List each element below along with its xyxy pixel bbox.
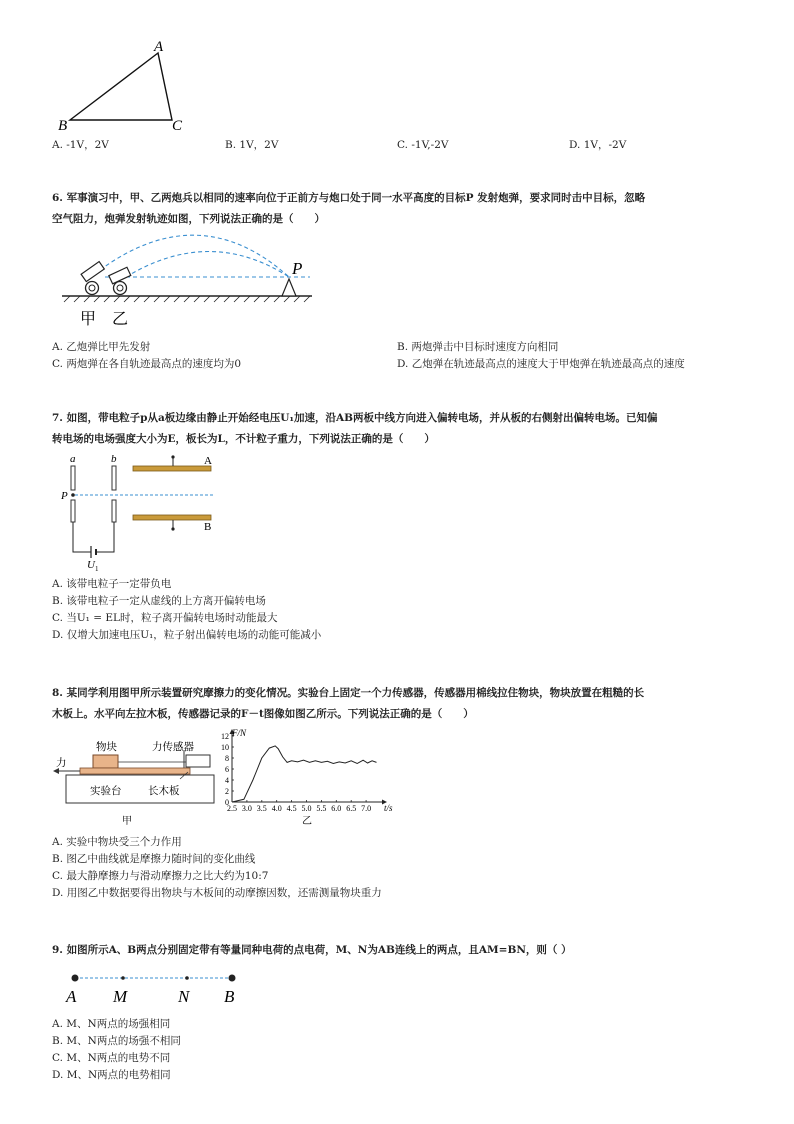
force-sensor <box>186 755 210 767</box>
chart-y-tick-label: 2 <box>225 787 229 796</box>
plate-lower-B <box>133 515 211 520</box>
chart-caption: 乙 <box>302 816 312 827</box>
point-m <box>121 976 125 980</box>
q8-stem-line1: 8. 某同学利用图甲所示装置研究摩擦力的变化情况。实验台上固定一个力传感器，传感器用棉线拉住物块，物块放置在粗糙的长 <box>52 687 645 699</box>
triangle-figure <box>50 38 190 138</box>
q8-stem-line2: 木板上。水平向左拉木板，传感器记录的F－t图像如图乙所示。下列说法正确的是（ ） <box>52 708 474 720</box>
plate-a <box>71 466 75 490</box>
plate-b <box>112 466 116 490</box>
q6-option-a[interactable]: A. 乙炮弹比甲先发射 <box>52 341 151 353</box>
chart-x-tick-label: 2.5 <box>227 804 237 813</box>
q9-option-d[interactable]: D. M、N两点的电势相同 <box>52 1069 171 1081</box>
q7-stem-line1: 7. 如图，带电粒子p从a板边缘由静止开始经电压U₁加速，沿AB两板中线方向进入偏转电场，并从板的右侧射出偏转电场。已知偏 <box>52 412 658 424</box>
q7-options <box>52 576 321 644</box>
point-n-label: N <box>178 987 190 1006</box>
q8-option-c[interactable]: C. 最大静摩擦力与滑动摩擦力之比大约为10:7 <box>52 870 269 882</box>
q8-option-d[interactable]: D. 用图乙中数据要得出物块与木板间的动摩擦因数，还需测量物块重力 <box>52 887 382 899</box>
board-label: 长木板 <box>148 785 180 797</box>
plate-lower-B-label: B <box>204 521 212 533</box>
q9-stem <box>52 940 752 961</box>
target-stand <box>282 279 296 296</box>
q6-option-b[interactable]: B. 两炮弹击中目标时速度方向相同 <box>397 341 559 353</box>
q9-option-b[interactable]: B. M、N两点的场强不相同 <box>52 1035 181 1047</box>
q7-option-d[interactable]: D. 仅增大加速电压U₁，粒子射出偏转电场的动能可能减小 <box>52 629 322 641</box>
point-b-label: B <box>224 987 235 1006</box>
trajectory-low <box>126 252 289 278</box>
q7-option-b[interactable]: B. 该带电粒子一定从虚线的上方离开偏转电场 <box>52 595 266 607</box>
triangle-abc <box>70 53 172 120</box>
block <box>93 755 118 768</box>
cannon-jia-icon <box>81 262 104 295</box>
q6-stem-line1: 6. 军事演习中，甲、乙两炮兵以相同的速率向位于正前方与炮口处于同一水平高度的目标P 发射炮弹，要求同时击中目标，忽略 <box>52 192 646 204</box>
voltage-u1-label: U <box>87 559 95 571</box>
q8-options <box>52 834 382 902</box>
q9-option-c[interactable]: C. M、N两点的电势不同 <box>52 1052 171 1064</box>
plate-b-label: b <box>111 453 117 465</box>
vertex-b-label: B <box>58 118 68 134</box>
plate-a-lower <box>71 500 75 522</box>
chart-x-tick-label: 6.5 <box>346 804 357 813</box>
chart-x-tick-label: 6.0 <box>331 804 342 813</box>
q7-option-c[interactable]: C. 当U₁ = EL时，粒子离开偏转电场时动能最大 <box>52 612 278 624</box>
chart-y-tick-label: 8 <box>225 754 229 763</box>
cannon-yi-icon <box>109 267 131 294</box>
q9-stem-line: 9. 如图所示A、B两点分别固定带有等量同种电荷的点电荷，M、N为AB连线上的两点，且AM=BN，则（ ） <box>52 944 572 956</box>
chart-x-tick-label: 5.5 <box>316 804 327 813</box>
vertex-a-label: A <box>154 39 164 55</box>
q9-option-a[interactable]: A. M、N两点的场强相同 <box>52 1018 171 1030</box>
chart-ylabel: F/N <box>232 728 247 738</box>
voltage-u1-subscript: 1 <box>95 565 99 573</box>
artillery-figure <box>60 232 320 327</box>
q5-option-d[interactable]: D. 1V，-2V <box>569 139 627 151</box>
point-a <box>72 975 79 982</box>
chart-y-tick-label: 10 <box>221 743 229 752</box>
f-t-chart <box>218 726 398 826</box>
q5-option-b[interactable]: B. 1V，2V <box>225 139 279 151</box>
q6-option-d[interactable]: D. 乙炮弹在轨迹最高点的速度大于甲炮弹在轨迹最高点的速度 <box>397 358 685 370</box>
force-label: 力 <box>56 757 67 769</box>
q9-options <box>52 1016 181 1084</box>
q6-stem-line2: 空气阻力，炮弹发射轨迹如图，下列说法正确的是（ ） <box>52 213 325 225</box>
q7-stem-line2: 转电场的电场强度大小为E，板长为L，不计粒子重力，下列说法正确的是（ ） <box>52 433 435 445</box>
friction-apparatus-figure <box>52 732 222 827</box>
q6-options <box>52 339 752 379</box>
circuit-wire <box>73 522 91 552</box>
q8-option-b[interactable]: B. 图乙中曲线就是摩擦力随时间的变化曲线 <box>52 853 256 865</box>
chart-xlabel: t/s <box>384 803 393 813</box>
q5-option-a[interactable]: A. -1V，2V <box>52 139 109 151</box>
chart-x-tick-label: 3.0 <box>241 804 252 813</box>
bench <box>66 775 214 803</box>
q7-option-a[interactable]: A. 该带电粒子一定带负电 <box>52 578 172 590</box>
particle-p <box>71 493 75 497</box>
chart-x-tick-label: 4.0 <box>271 804 282 813</box>
ground-hatch <box>64 296 310 302</box>
bench-label: 实验台 <box>90 785 122 797</box>
plate-upper-A-label: A <box>204 455 212 467</box>
chart-x-tick-label: 4.5 <box>286 804 297 813</box>
long-board <box>80 768 190 774</box>
deflection-figure <box>55 452 235 572</box>
label-yi: 乙 <box>112 309 129 328</box>
chart-y-tick-label: 0 <box>225 798 229 807</box>
label-jia: 甲 <box>80 309 97 328</box>
point-a-label: A <box>66 987 77 1006</box>
fig-jia-caption: 甲 <box>122 816 132 827</box>
chart-y-tick-label: 6 <box>225 765 229 774</box>
plate-a-label: a <box>70 453 76 465</box>
point-m-label: M <box>113 987 128 1006</box>
chart-x-tick-label: 3.5 <box>256 804 267 813</box>
vertex-c-label: C <box>172 118 183 134</box>
particle-p-label: P <box>61 490 68 502</box>
q5-option-c[interactable]: C. -1V,-2V <box>397 139 449 151</box>
chart-x-tick-label: 7.0 <box>361 804 372 813</box>
charges-figure <box>60 968 260 1008</box>
target-p-label: P <box>292 259 303 278</box>
chart-series-line <box>232 746 377 802</box>
chart-y-tick-label: 4 <box>225 776 229 785</box>
q6-stem <box>52 188 752 230</box>
point-b <box>229 975 236 982</box>
chart-y-tick-label: 12 <box>221 732 229 741</box>
q6-option-c[interactable]: C. 两炮弹在各自轨迹最高点的速度均为0 <box>52 358 242 370</box>
point-n <box>185 976 189 980</box>
plate-b-lower <box>112 500 116 522</box>
q8-option-a[interactable]: A. 实验中物块受三个力作用 <box>52 836 182 848</box>
q7-stem <box>52 408 752 450</box>
block-label: 物块 <box>96 741 117 753</box>
chart-x-tick-label: 5.0 <box>301 804 312 813</box>
sensor-label: 力传感器 <box>152 741 194 753</box>
plate-upper-A <box>133 466 211 471</box>
q8-stem <box>52 683 752 725</box>
circuit-wire-right <box>97 522 114 552</box>
